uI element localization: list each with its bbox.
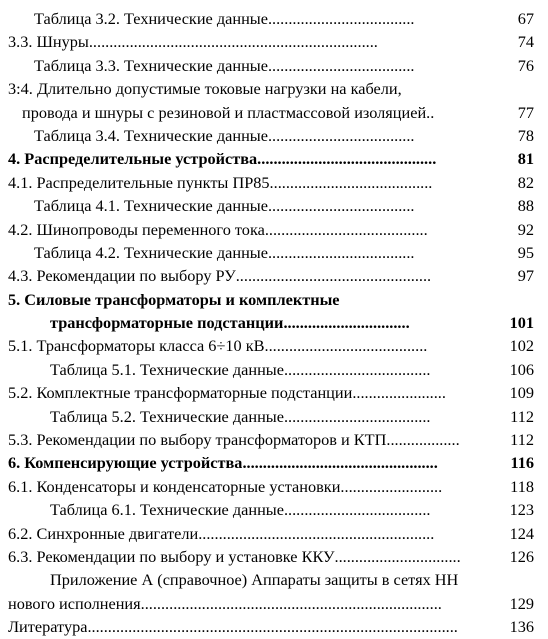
toc-entry [0, 311, 548, 334]
toc-entry-title: Таблица 6.1. Технические данные [50, 500, 284, 520]
toc-entry-title: нового исполнения [8, 593, 141, 613]
toc-entry-leader: .................................... [283, 500, 431, 520]
toc-entry [0, 54, 548, 77]
toc-entry-title: Таблица 3.3. Технические данные [34, 55, 268, 75]
toc-entry-leader: ........................................ [264, 219, 428, 239]
toc-entry-leader: .......................................................... [198, 523, 435, 543]
toc-entry-title: 6. Компенсирующие устройства [8, 453, 243, 473]
toc-entry-leader: ............................... [334, 546, 461, 566]
toc-entry-page-number: 88 [517, 196, 534, 216]
toc-entry-page-number: 118 [510, 476, 534, 496]
toc-entry-leader: ............................................ [257, 149, 437, 169]
toc-entry-title: 4.2. Шинопроводы переменного тока [8, 219, 265, 239]
toc-entry [0, 522, 548, 545]
toc-entry-leader: .................................... [267, 125, 415, 145]
toc-entry-leader: ....................... [352, 383, 446, 403]
toc-entry-page-number: 109 [509, 383, 534, 403]
toc-entry-title: 3:4. Длительно допустимые токовые нагрузки на кабели, [8, 79, 402, 99]
toc-entry [0, 7, 548, 30]
toc-entry-page-number: 102 [509, 336, 534, 356]
toc-entry-leader: .................. [386, 430, 460, 450]
toc-entry-leader: ................................................ [242, 453, 438, 473]
toc-entry-leader: .................................... [283, 406, 431, 426]
toc-entry [0, 405, 548, 428]
toc-entry-page-number: 129 [509, 593, 534, 613]
toc-entry [0, 147, 548, 170]
toc-entry-page-number: 123 [509, 500, 534, 520]
toc-entry-title: Таблица 5.2. Технические данные [50, 406, 284, 426]
toc-entry-page-number: 101 [509, 313, 534, 333]
toc-entry-title: Таблица 3.4. Технические данные [34, 125, 268, 145]
toc-entry [0, 545, 548, 568]
toc-entry [0, 334, 548, 357]
toc-entry-title: 5.2. Комплектные трансформаторные подстанции [8, 383, 353, 403]
toc-entry-leader: .................................... [267, 9, 415, 28]
toc-entry-title: 4.1. Распределительные пункты ПР85 [8, 172, 270, 192]
toc-entry-leader: .................................... [267, 55, 415, 75]
toc-entry [0, 264, 548, 287]
toc-entry [0, 428, 548, 451]
toc-entry-page-number: 92 [517, 219, 534, 239]
toc-entry [0, 77, 548, 100]
toc-entry-leader: ....................................................................... [88, 32, 378, 52]
toc-entry-page-number: 82 [517, 172, 534, 192]
toc-entry-title: провода и шнуры с резиновой и пластмассовой изоляцией [22, 102, 427, 122]
toc-entry-title: 4.3. Рекомендации по выбору РУ [8, 266, 236, 286]
toc-entry [0, 171, 548, 194]
toc-entry-page-number: 124 [509, 523, 534, 543]
toc-entry-page-number: 76 [517, 55, 534, 75]
toc-entry [0, 615, 548, 638]
toc-entry [0, 592, 548, 615]
toc-entry-page-number: 116 [510, 453, 534, 473]
toc-entry [0, 194, 548, 217]
toc-entry-title: Таблица 5.1. Технические данные [50, 359, 284, 379]
toc-entry-page-number: 136 [509, 617, 534, 637]
toc-entry [0, 358, 548, 381]
toc-entry-title: Таблица 3.2. Технические данные [34, 9, 268, 28]
toc-entry-page-number: 74 [517, 32, 534, 52]
toc-entry-title: 5.1. Трансформаторы класса 6÷10 кВ [8, 336, 265, 356]
toc-entry-title: Таблица 4.1. Технические данные [34, 196, 268, 216]
toc-entry [0, 568, 548, 591]
toc-entry-title: 6.3. Рекомендации по выбору и установке ККУ [8, 546, 335, 566]
toc-entry-leader: ........................................ [269, 172, 433, 192]
toc-entry-title: Приложение А (справочное) Аппараты защиты в сетях НН [50, 570, 459, 590]
toc-entry-page-number: 77 [517, 102, 534, 122]
toc-entry-leader: .................................... [267, 242, 415, 262]
toc-entry-title: 6.1. Конденсаторы и конденсаторные установки [8, 476, 341, 496]
toc-entry-page-number: 112 [510, 430, 534, 450]
toc-entry-title: 5. Силовые трансформаторы и комплектные [8, 289, 340, 309]
toc-entry-page-number: 81 [517, 149, 534, 169]
toc-entry-title: 6.2. Синхронные двигатели [8, 523, 199, 543]
toc-entry [0, 498, 548, 521]
toc-entry-leader: .. [426, 102, 435, 122]
toc-entry-title: 4. Распределительные устройства [8, 149, 258, 169]
toc-entry-title: Литература [8, 617, 88, 637]
toc-entry-leader: .......................................................................... [140, 593, 442, 613]
toc-entry-leader: .................................... [267, 196, 415, 216]
toc-entry-page-number: 126 [509, 546, 534, 566]
toc-entry-page-number: 106 [509, 359, 534, 379]
toc-entry-page-number: 97 [517, 266, 534, 286]
toc-entry [0, 475, 548, 498]
toc-entry-page-number: 112 [510, 406, 534, 426]
toc-entry-leader: ............................... [283, 313, 410, 333]
toc-entry-leader: ................................................ [235, 266, 432, 286]
toc-entry-page-number: 95 [517, 242, 534, 262]
toc-entry-leader: ......................... [340, 476, 443, 496]
toc-entry [0, 451, 548, 474]
toc-entry-title: 5.3. Рекомендации по выбору трансформаторов и КТП [8, 430, 387, 450]
toc-entry-page-number: 78 [517, 125, 534, 145]
toc-entry-title: 3.3. Шнуры [8, 32, 89, 52]
toc-entry-leader: ........................................ [264, 336, 428, 356]
toc-entry-leader: .................................... [283, 359, 431, 379]
table-of-contents [0, 7, 548, 639]
toc-entry [0, 381, 548, 404]
toc-entry [0, 30, 548, 53]
toc-entry [0, 241, 548, 264]
toc-entry [0, 124, 548, 147]
toc-entry [0, 288, 548, 311]
toc-entry-title: Таблица 4.2. Технические данные [34, 242, 268, 262]
toc-entry [0, 101, 548, 124]
toc-entry-leader: ........................................................................................... [87, 617, 458, 637]
toc-entry-title: трансформаторные подстанции [50, 313, 284, 333]
toc-entry-page-number: 67 [517, 9, 534, 28]
toc-entry [0, 218, 548, 241]
